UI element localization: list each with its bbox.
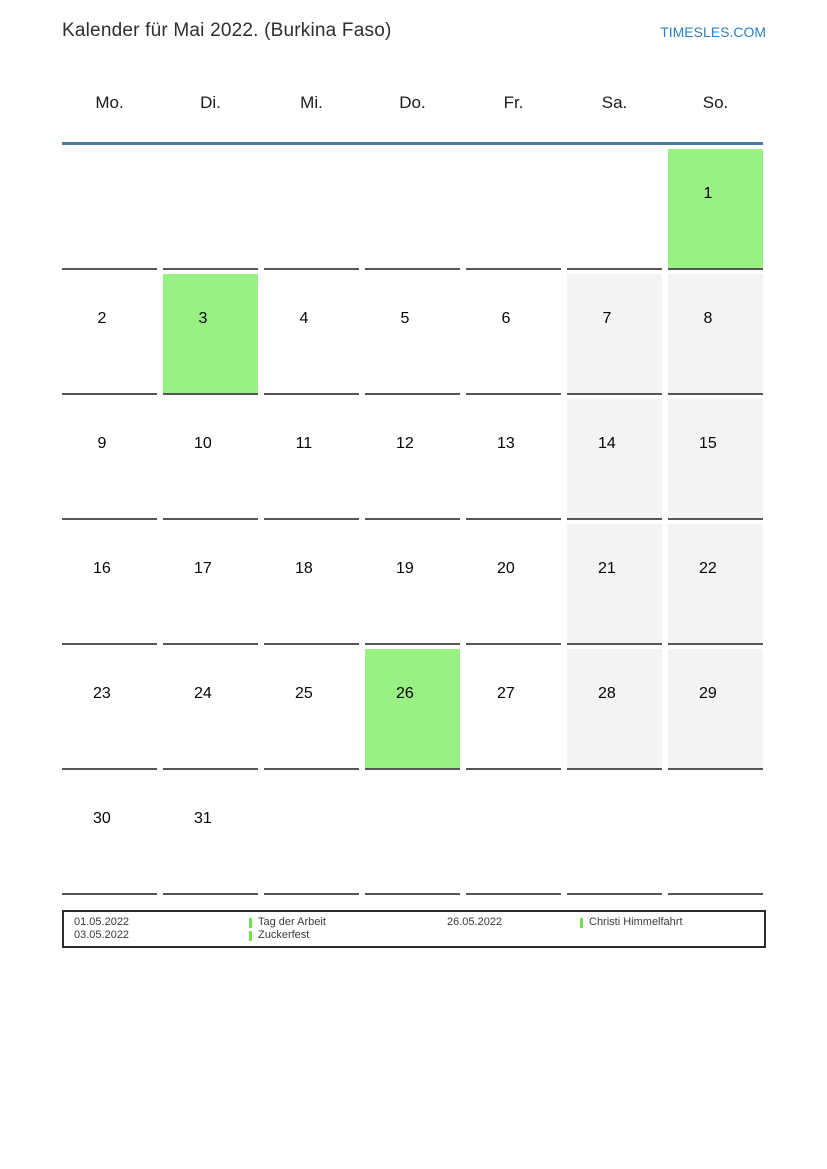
day-number: 10 bbox=[193, 435, 212, 453]
calendar-day-21 bbox=[567, 520, 662, 645]
day-number: 28 bbox=[597, 685, 616, 703]
day-number: 8 bbox=[703, 310, 713, 328]
calendar-day-12 bbox=[365, 395, 460, 520]
calendar-day-empty bbox=[668, 770, 763, 895]
calendar-day-26 bbox=[365, 645, 460, 770]
calendar-day-empty bbox=[163, 145, 258, 270]
day-number: 9 bbox=[97, 435, 107, 453]
calendar-day-empty bbox=[62, 145, 157, 270]
calendar-day-20 bbox=[466, 520, 561, 645]
legend-label: Christi Himmelfahrt bbox=[589, 916, 683, 928]
day-number: 16 bbox=[92, 560, 111, 578]
calendar-day-18 bbox=[264, 520, 359, 645]
calendar-day-13 bbox=[466, 395, 561, 520]
legend-date: 26.05.2022 bbox=[447, 916, 503, 928]
calendar-day-5 bbox=[365, 270, 460, 395]
calendar-day-15 bbox=[668, 395, 763, 520]
day-number: 31 bbox=[193, 810, 212, 828]
day-number: 1 bbox=[703, 185, 713, 203]
holiday-marker-icon bbox=[580, 918, 583, 928]
calendar-day-7 bbox=[567, 270, 662, 395]
calendar-day-24 bbox=[163, 645, 258, 770]
calendar-day-empty bbox=[567, 145, 662, 270]
day-number: 27 bbox=[496, 685, 515, 703]
legend-label: Zuckerfest bbox=[258, 929, 310, 941]
holiday-marker-icon bbox=[249, 918, 252, 928]
holiday-marker-icon bbox=[249, 931, 252, 941]
day-number: 3 bbox=[198, 310, 208, 328]
day-number: 22 bbox=[698, 560, 717, 578]
legend-date: 03.05.2022 bbox=[74, 929, 130, 941]
legend-dates-column-2 bbox=[447, 916, 502, 929]
day-number: 12 bbox=[395, 435, 414, 453]
weekday-header-sa: Sa. bbox=[601, 93, 628, 112]
calendar-day-4 bbox=[264, 270, 359, 395]
calendar-day-31 bbox=[163, 770, 258, 895]
calendar-grid bbox=[62, 145, 763, 895]
calendar bbox=[62, 85, 763, 895]
weekday-header-so: So. bbox=[702, 93, 729, 112]
day-number: 11 bbox=[295, 435, 313, 453]
day-number: 2 bbox=[97, 310, 107, 328]
calendar-day-11 bbox=[264, 395, 359, 520]
day-number: 29 bbox=[698, 685, 717, 703]
day-number: 30 bbox=[92, 810, 111, 828]
legend-date: 01.05.2022 bbox=[74, 916, 130, 928]
page-title: Kalender für Mai 2022. (Burkina Faso) bbox=[62, 20, 392, 41]
day-number: 23 bbox=[92, 685, 111, 703]
calendar-day-empty bbox=[466, 770, 561, 895]
calendar-day-empty bbox=[466, 145, 561, 270]
day-number: 14 bbox=[597, 435, 616, 453]
day-number: 4 bbox=[299, 310, 309, 328]
calendar-day-29 bbox=[668, 645, 763, 770]
weekday-header-mo: Mo. bbox=[95, 93, 124, 112]
day-number: 21 bbox=[597, 560, 616, 578]
weekday-header-di: Di. bbox=[200, 93, 221, 112]
day-number: 25 bbox=[294, 685, 313, 703]
calendar-day-2 bbox=[62, 270, 157, 395]
weekday-header-fr: Fr. bbox=[503, 93, 524, 112]
day-number: 24 bbox=[193, 685, 212, 703]
calendar-day-25 bbox=[264, 645, 359, 770]
day-number: 13 bbox=[496, 435, 515, 453]
legend-dates-column-1 bbox=[74, 916, 129, 942]
calendar-day-14 bbox=[567, 395, 662, 520]
calendar-day-6 bbox=[466, 270, 561, 395]
day-number: 6 bbox=[501, 310, 511, 328]
legend-label: Tag der Arbeit bbox=[258, 916, 326, 928]
calendar-day-30 bbox=[62, 770, 157, 895]
calendar-day-empty bbox=[365, 770, 460, 895]
day-number: 19 bbox=[395, 560, 414, 578]
calendar-day-17 bbox=[163, 520, 258, 645]
calendar-day-1 bbox=[668, 145, 763, 270]
legend-labels-column-1 bbox=[249, 916, 326, 942]
day-number: 26 bbox=[395, 685, 414, 703]
calendar-day-empty bbox=[567, 770, 662, 895]
calendar-day-8 bbox=[668, 270, 763, 395]
brand-link[interactable]: TIMESLES.COM bbox=[660, 24, 766, 40]
calendar-day-19 bbox=[365, 520, 460, 645]
legend-labels-column-2 bbox=[580, 916, 683, 929]
weekday-header-row bbox=[62, 85, 763, 142]
calendar-day-28 bbox=[567, 645, 662, 770]
calendar-day-9 bbox=[62, 395, 157, 520]
calendar-day-22 bbox=[668, 520, 763, 645]
day-number: 18 bbox=[294, 560, 313, 578]
day-number: 7 bbox=[602, 310, 612, 328]
calendar-day-16 bbox=[62, 520, 157, 645]
day-number: 5 bbox=[400, 310, 410, 328]
calendar-day-empty bbox=[264, 770, 359, 895]
day-number: 20 bbox=[496, 560, 515, 578]
calendar-day-10 bbox=[163, 395, 258, 520]
calendar-day-23 bbox=[62, 645, 157, 770]
calendar-day-empty bbox=[365, 145, 460, 270]
calendar-day-empty bbox=[264, 145, 359, 270]
calendar-day-27 bbox=[466, 645, 561, 770]
weekday-header-mi: Mi. bbox=[300, 93, 323, 112]
day-number: 17 bbox=[193, 560, 212, 578]
holiday-legend bbox=[62, 910, 766, 948]
day-number: 15 bbox=[698, 435, 717, 453]
calendar-day-3 bbox=[163, 270, 258, 395]
weekday-header-do: Do. bbox=[399, 93, 426, 112]
